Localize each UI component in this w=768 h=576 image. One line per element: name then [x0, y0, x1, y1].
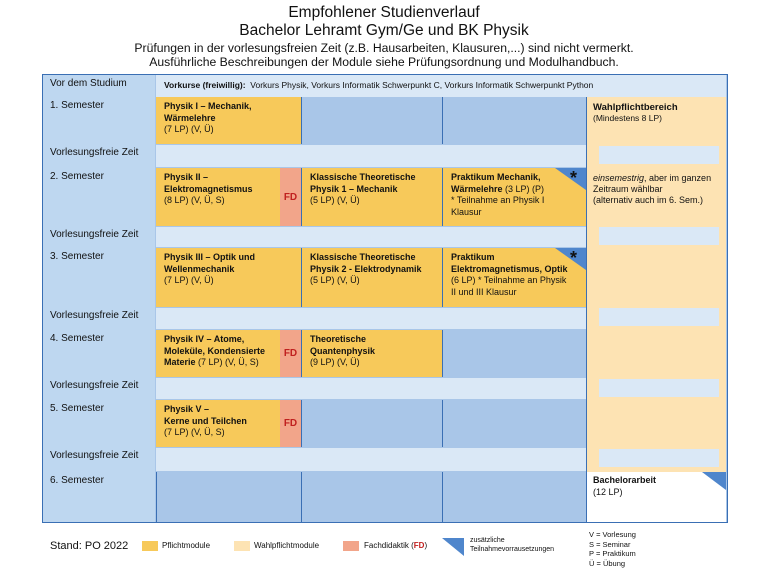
empty-cell [442, 400, 586, 447]
module-info: * Teilnahme an Physik I [451, 195, 545, 205]
prerequisite-corner-icon [702, 472, 726, 490]
row-label-vor-studium: Vor dem Studium [43, 75, 155, 97]
module-info: (9 LP) (V, Ü) [310, 357, 360, 367]
module-info: Klausur [451, 206, 482, 217]
bachelorarbeit-info: (12 LP) [593, 486, 623, 497]
module-name: Physik II – [164, 172, 209, 182]
module-info: II und III Klausur [451, 286, 517, 297]
empty-cell [442, 472, 586, 522]
legend-fd-text: Fachdidaktik ( [364, 541, 414, 550]
module-info: (5 LP) (V, Ü) [310, 275, 360, 285]
legend-prerequisite-icon [442, 538, 464, 556]
vfz-strip-5 [156, 448, 586, 471]
vorkurse-label: Vorkurse (freiwillig): [164, 80, 246, 90]
row-label-vfz-4: Vorlesungsfreie Zeit [43, 377, 155, 400]
module-name: Kerne und Teilchen [164, 415, 247, 426]
wahlpflicht-description [593, 173, 725, 206]
page-subtitle: Bachelor Lehramt Gym/Ge und BK Physik [239, 22, 529, 39]
empty-cell [442, 97, 586, 144]
legend-zusatz-text: Teilnahmevorrausetzungen [470, 546, 555, 553]
module-name: Physik 2 - Elektrodynamik [310, 263, 422, 274]
row-label-semester-4: 4. Semester [43, 330, 155, 377]
row-label-semester-3: 3. Semester [43, 248, 155, 307]
fd-badge: FD [280, 330, 301, 377]
module-physik-3 [156, 248, 301, 307]
row-label-semester-2: 2. Semester [43, 168, 155, 226]
module-name: Moleküle, Kondensierte [164, 345, 266, 356]
fd-badge: FD [280, 400, 301, 447]
wahl-vfz-box [599, 146, 719, 164]
module-name: Praktikum Mechanik, [451, 172, 541, 182]
module-theo-physik-2 [301, 248, 442, 307]
module-info: (3 LP) (P) [502, 183, 545, 194]
wahlpflicht-title: Wahlpflichtbereich [593, 102, 678, 113]
row-label-vfz-1: Vorlesungsfreie Zeit [43, 144, 155, 168]
page-title: Empfohlener Studienverlauf [288, 4, 480, 21]
row-label-vfz-2: Vorlesungsfreie Zeit [43, 226, 155, 248]
module-physik-4 [156, 330, 280, 377]
module-name: Klassische Theoretische [310, 172, 416, 182]
legend-wahlpflicht: Wahlpflichtmodule [254, 541, 320, 550]
module-name: Physik IV – Atome, [164, 334, 245, 344]
module-name: Theoretische [310, 334, 367, 344]
module-theo-physik-1 [301, 168, 442, 226]
module-name: Quantenphysik [310, 345, 376, 356]
module-name: Materie [164, 357, 196, 367]
vfz-strip-4 [156, 378, 586, 399]
module-info: (7 LP) (V, Ü, S) [195, 357, 259, 367]
study-plan-table [42, 74, 728, 523]
legend-swatch-pflicht [142, 541, 158, 551]
module-name: Physik 1 – Mechanik [310, 183, 398, 194]
prerequisite-star: * [570, 248, 578, 268]
module-physik-2 [156, 168, 280, 226]
module-name: Physik III – Optik und [164, 252, 256, 262]
empty-cell [301, 400, 442, 447]
prerequisite-star: * [570, 168, 578, 188]
module-quantenphysik [301, 330, 442, 377]
legend-abbreviations [589, 530, 636, 568]
module-name: Wellenmechanik [164, 263, 235, 274]
module-name: Physik V – [164, 404, 210, 414]
row-label-semester-5: 5. Semester [43, 400, 155, 447]
wahlpflicht-text: Zeitraum wählbar [593, 184, 663, 194]
empty-cell [301, 472, 442, 522]
module-name: Wärmelehre [451, 183, 503, 194]
wahl-vfz-box [599, 308, 719, 326]
module-info: (7 LP) (V, Ü) [164, 124, 214, 134]
vorkurse-row [156, 75, 726, 97]
legend-fd-text: ) [424, 541, 428, 550]
legend-pflicht: Pflichtmodule [162, 541, 211, 550]
empty-cell [442, 330, 586, 377]
vfz-strip-3 [156, 308, 586, 329]
legend-swatch-fd [343, 541, 359, 551]
row-label-vfz-3: Vorlesungsfreie Zeit [43, 307, 155, 330]
wahl-vfz-box [599, 379, 719, 397]
module-physik-1 [156, 97, 301, 144]
module-name: Elektromagnetismus, Optik [451, 263, 568, 274]
wahlpflicht-subtitle: (Mindestens 8 LP) [593, 113, 662, 123]
fd-badge: FD [280, 168, 301, 226]
module-info: (7 LP) (V, Ü) [164, 275, 214, 285]
row-label-semester-6: 6. Semester [43, 472, 155, 522]
module-info: (6 LP) * Teilnahme an Physik [451, 275, 567, 285]
empty-cell [301, 97, 442, 144]
wahlpflicht-header [593, 102, 725, 124]
abbr-item: P = Praktikum [589, 549, 636, 558]
module-info: (7 LP) (V, Ü, S) [164, 427, 225, 437]
row-label-vfz-5: Vorlesungsfreie Zeit [43, 447, 155, 472]
bachelorarbeit-title: Bachelorarbeit [593, 475, 657, 485]
wahlpflicht-text: , aber im ganzen [644, 173, 712, 183]
legend-fachdidaktik [364, 541, 427, 551]
module-name: Wärmelehre [164, 112, 216, 123]
row-label-semester-1: 1. Semester [43, 97, 155, 144]
note-line-1: Prüfungen in der vorlesungsfreien Zeit (z.B. Hausarbeiten, Klausuren,...) sind nicht vermerkt. [134, 41, 634, 55]
module-name: Praktikum [451, 252, 495, 262]
legend-zusatz [470, 536, 554, 554]
abbr-item: Ü = Übung [589, 558, 626, 568]
module-name: Elektromagnetismus [164, 183, 253, 194]
note-line-2: Ausführliche Beschreibungen der Module siehe Prüfungsordnung und Modulhandbuch. [149, 55, 619, 69]
stand-label: Stand: PO 2022 [50, 540, 129, 552]
wahlpflicht-text: (alternativ auch im 6. Sem.) [593, 195, 704, 205]
abbr-item: V = Vorlesung [589, 530, 636, 539]
module-name: Physik I – Mechanik, [164, 101, 252, 111]
wahlpflicht-em: einsemestrig [593, 173, 645, 183]
empty-cell [156, 472, 301, 522]
vorkurse-text: Vorkurs Physik, Vorkurs Informatik Schwerpunkt C, Vorkurs Informatik Schwerpunkt Python [250, 80, 594, 90]
wahl-vfz-box [599, 227, 719, 245]
legend-zusatz-text: zusätzliche [470, 537, 505, 544]
module-name: Klassische Theoretische [310, 252, 416, 262]
abbr-item: S = Seminar [589, 539, 631, 549]
legend-swatch-wahlpflicht [234, 541, 250, 551]
legend-fd-abbr: FD [413, 541, 425, 550]
module-physik-5 [156, 400, 280, 447]
module-info: (8 LP) (V, Ü, S) [164, 195, 225, 205]
wahl-vfz-box [599, 449, 719, 467]
vfz-strip-2 [156, 227, 586, 247]
vfz-strip-1 [156, 145, 586, 167]
module-info: (5 LP) (V, Ü) [310, 195, 360, 205]
